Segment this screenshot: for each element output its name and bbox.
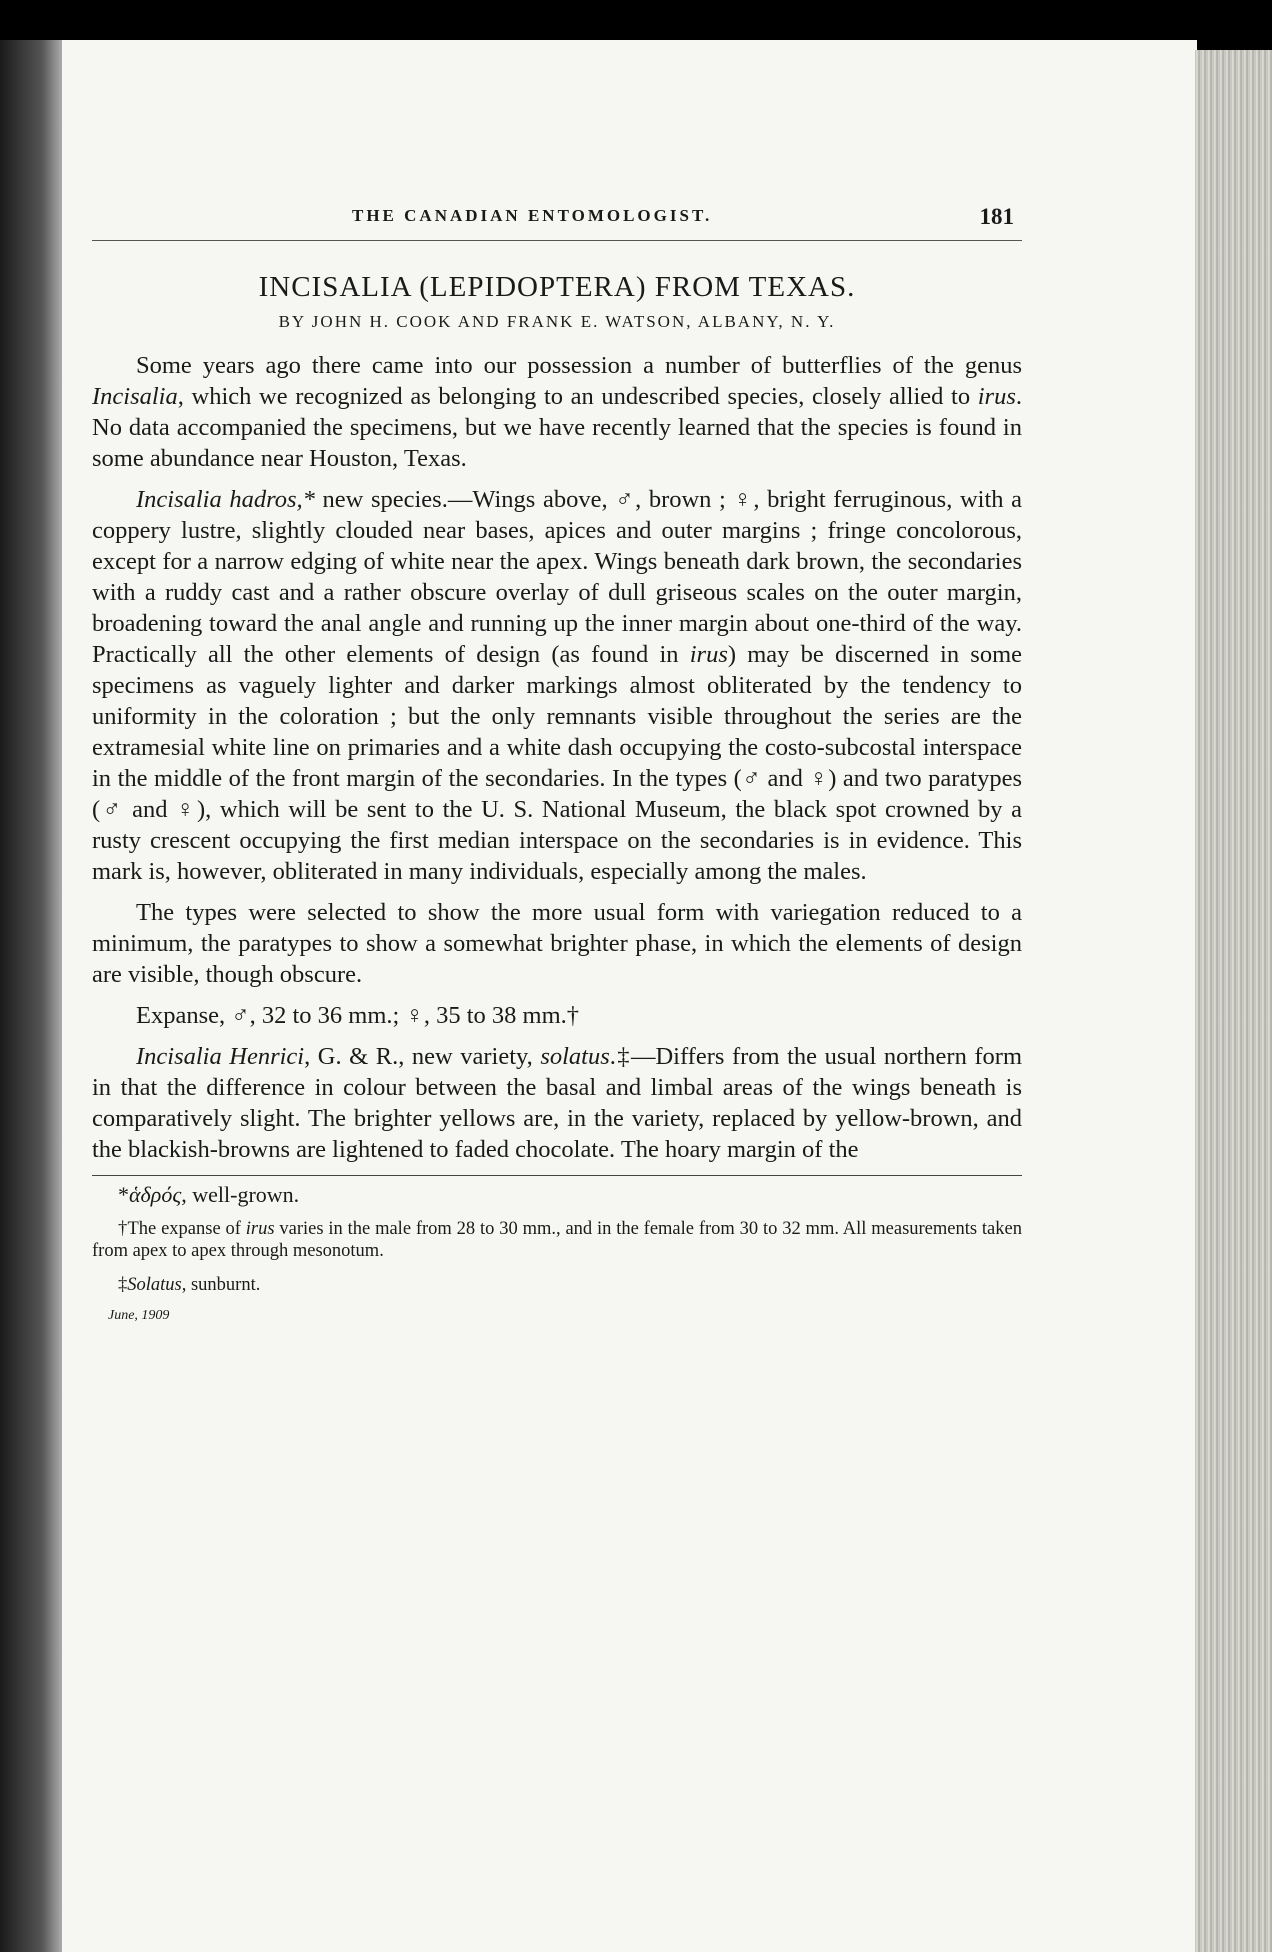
footnote-solatus (92, 1274, 1022, 1296)
text-run: .‡—Differs from the usual northern form in that the difference in colour between the basal and limbal areas of the wings beneath is comparatively slight. The brighter yellows are, in the variety, replaced by yellow-brown, and the blackish-browns are lightened to faded chocolate. The hoary margin of the (92, 1043, 1022, 1163)
paragraph-henrici (92, 1041, 1022, 1165)
text-run: , G. & R., new variety, (304, 1043, 541, 1070)
footnote-rule (92, 1175, 1022, 1176)
running-head (92, 200, 1022, 241)
imprint-date: June, 1909 (108, 1308, 170, 1323)
genus-name: Incisalia (92, 383, 178, 410)
species-name: irus (977, 383, 1016, 410)
species-name: irus (245, 1219, 275, 1239)
paragraph-expanse: Expanse, ♂, 32 to 36 mm.; ♀, 35 to 38 mm.† (136, 1002, 580, 1029)
greek-term: ἁδρός (129, 1182, 182, 1207)
footnote-expanse (92, 1218, 1022, 1262)
text-run: Some years ago there came into our possession a number of butterflies of the genus (136, 352, 1022, 379)
footnote-hadros (92, 1184, 1022, 1206)
binding-shadow (0, 40, 70, 1952)
byline: BY JOHN H. COOK AND FRANK E. WATSON, ALBANY, N. Y. (278, 312, 836, 331)
page-number: 181 (979, 204, 1014, 229)
text-run: , well-grown. (181, 1182, 300, 1207)
page-content (92, 200, 1022, 1324)
running-title: THE CANADIAN ENTOMOLOGIST. (352, 206, 713, 225)
paragraph-types: The types were selected to show the more usual form with variegation reduced to a minimum, the paratypes to show a somewhat brighter phase, in which the elements of design are visible, though obscure. (92, 899, 1022, 988)
paragraph-intro (92, 350, 1022, 474)
variety-name: solatus (540, 1043, 610, 1070)
page-stack-edge (1195, 50, 1272, 1952)
article-title: INCISALIA (LEPIDOPTERA) FROM TEXAS. (258, 271, 856, 303)
species-name: irus (689, 641, 728, 668)
latin-term: Solatus (127, 1275, 182, 1295)
species-name: Incisalia Henrici (136, 1043, 305, 1070)
footnote-mark: * (118, 1182, 129, 1207)
text-run: †The expanse of (118, 1219, 246, 1239)
text-run: new species.—Wings above, ♂, brown ; ♀, bright ferruginous, with a coppery lustre, slightly clouded near bases, apices and outer margins ; fringe concolorous, except for a narrow edging of white near the apex. Wings beneath dark brown, the secondaries with a ruddy cast and a rather obscure overlay of dull griseous scales on the outer margin, broadening toward the anal angle and running up the inner margin about one-third of the way. Practically all the other elements of design (as found in (92, 486, 1022, 668)
species-name: Incisalia hadros,* (136, 486, 315, 513)
footnote-mark: ‡ (118, 1275, 128, 1295)
text-run: , which we recognized as belonging to an undescribed species, closely allied to (177, 383, 978, 410)
paragraph-hadros (92, 484, 1022, 887)
text-run: , sunburnt. (181, 1275, 261, 1295)
text-run: varies in the male from 28 to 30 mm., and in the female from 30 to 32 mm. All measurements taken from apex to apex through mesonotum. (92, 1219, 1022, 1261)
text-run: ) may be discerned in some specimens as vaguely lighter and darker markings almost obliterated by the tendency to uniformity in the coloration ; but the only remnants visible throughout the series are the extramesial white line on primaries and a white dash occupying the costo-subcostal interspace in the middle of the front margin of the secondaries. In the types (♂ and ♀) and two paratypes (♂ and ♀), which will be sent to the U. S. National Museum, the black spot crowned by a rusty crescent occupying the first median interspace on the secondaries is in evidence. This mark is, however, obliterated in many individuals, especially among the males. (92, 641, 1022, 885)
text-run: . No data accompanied the specimens, but we have recently learned that the species is found in some abundance near Houston, Texas. (92, 383, 1022, 472)
